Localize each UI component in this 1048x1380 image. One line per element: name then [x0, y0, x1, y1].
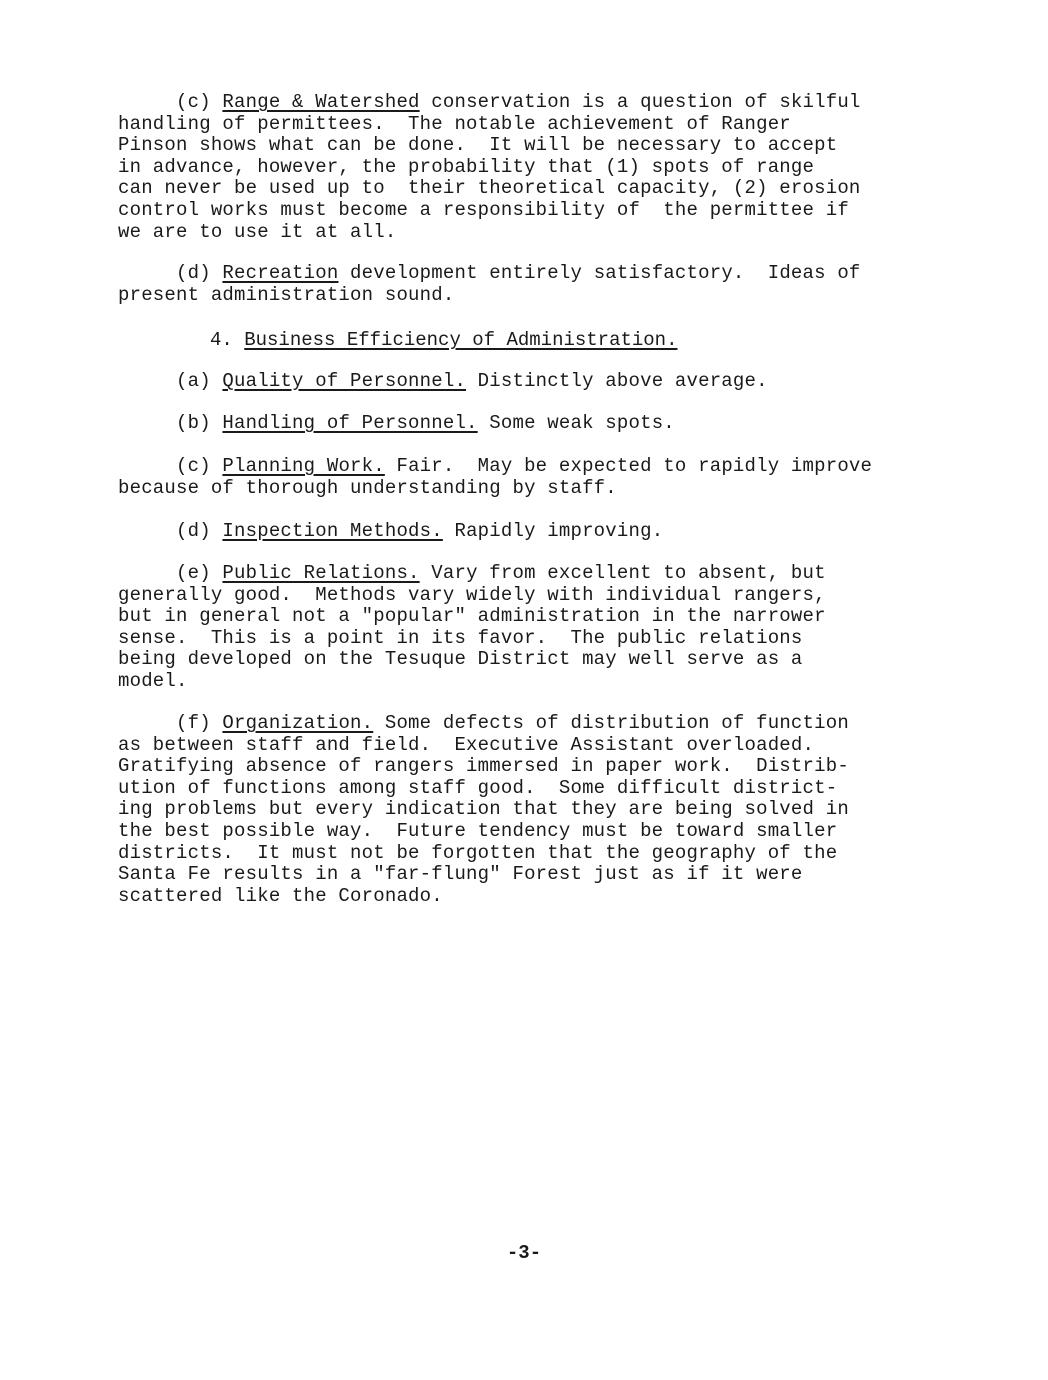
item-marker: (d) — [118, 262, 223, 284]
paragraph-text: conservation is a question of skilful — [419, 91, 861, 113]
paragraph-planning-work — [118, 456, 958, 499]
paragraph-line: sense. This is a point in its favor. The public relations — [118, 626, 803, 649]
paragraph-line: present administration sound. — [118, 283, 455, 306]
paragraph-line: model. — [118, 669, 188, 692]
item-marker: (f) — [118, 712, 223, 734]
item-label: Range & Watershed — [222, 91, 420, 113]
paragraph-quality-personnel — [118, 371, 958, 393]
paragraph-line: in advance, however, the probability that (1) spots of range — [118, 155, 815, 178]
paragraph-line: ing problems but every indication that they are being solved in — [118, 798, 849, 821]
paragraph-line: handling of permittees. The notable achievement of Ranger — [118, 112, 791, 135]
item-marker: (a) — [118, 370, 223, 392]
paragraph-text: Some weak spots. — [477, 412, 675, 434]
item-label: Recreation — [222, 262, 339, 284]
paragraph-text: Rapidly improving. — [442, 520, 664, 542]
item-label: Handling of Personnel. — [222, 412, 478, 434]
paragraph-public-relations — [118, 563, 958, 693]
section-title: Business Efficiency of Administration. — [244, 329, 678, 351]
paragraph-line: can never be used up to their theoretical capacity, (2) erosion — [118, 177, 861, 200]
paragraph-line: the best possible way. Future tendency must be toward smaller — [118, 819, 838, 842]
paragraph-text: Vary from excellent to absent, but — [419, 562, 826, 584]
paragraph-line: we are to use it at all. — [118, 220, 397, 243]
paragraph-line: because of thorough understanding by staff. — [118, 476, 617, 499]
paragraph-text: development entirely satisfactory. Ideas of — [338, 262, 861, 284]
paragraph-text: Some defects of distribution of function — [373, 712, 849, 734]
item-marker: (d) — [118, 520, 223, 542]
paragraph-line: control works must become a responsibility of the permittee if — [118, 198, 849, 221]
paragraph-text: Distinctly above average. — [466, 370, 768, 392]
paragraph-line: scattered like the Coronado. — [118, 884, 443, 907]
page-number: -3- — [506, 1242, 542, 1264]
section-number: 4. — [210, 329, 245, 351]
paragraph-line: Santa Fe results in a "far-flung" Forest just as if it were — [118, 863, 803, 886]
paragraph-handling-personnel — [118, 413, 958, 435]
paragraph-line: districts. It must not be forgotten that the geography of the — [118, 841, 838, 864]
item-marker: (c) — [118, 91, 223, 113]
item-label: Inspection Methods. — [222, 520, 443, 542]
item-marker: (c) — [118, 455, 223, 477]
paragraph-line: generally good. Methods vary widely with individual rangers, — [118, 583, 826, 606]
section-heading-business-efficiency — [210, 330, 678, 352]
item-label: Public Relations. — [222, 562, 420, 584]
item-marker: (b) — [118, 412, 223, 434]
item-marker: (e) — [118, 562, 223, 584]
paragraph-text: Fair. May be expected to rapidly improve — [384, 455, 873, 477]
paragraph-inspection-methods — [118, 521, 958, 543]
paragraph-line: being developed on the Tesuque District may well serve as a — [118, 648, 803, 671]
paragraph-range-watershed — [118, 92, 958, 243]
item-label: Organization. — [222, 712, 374, 734]
paragraph-line: Pinson shows what can be done. It will be necessary to accept — [118, 134, 838, 157]
item-label: Planning Work. — [222, 455, 385, 477]
paragraph-line: but in general not a "popular" administration in the narrower — [118, 605, 826, 628]
paragraph-line: Gratifying absence of rangers immersed in paper work. Distrib- — [118, 755, 849, 778]
paragraph-recreation — [118, 263, 958, 306]
paragraph-organization — [118, 713, 958, 907]
paragraph-line: ution of functions among staff good. Some difficult district- — [118, 776, 838, 799]
paragraph-line: as between staff and field. Executive Assistant overloaded. — [118, 733, 815, 756]
item-label: Quality of Personnel. — [222, 370, 467, 392]
